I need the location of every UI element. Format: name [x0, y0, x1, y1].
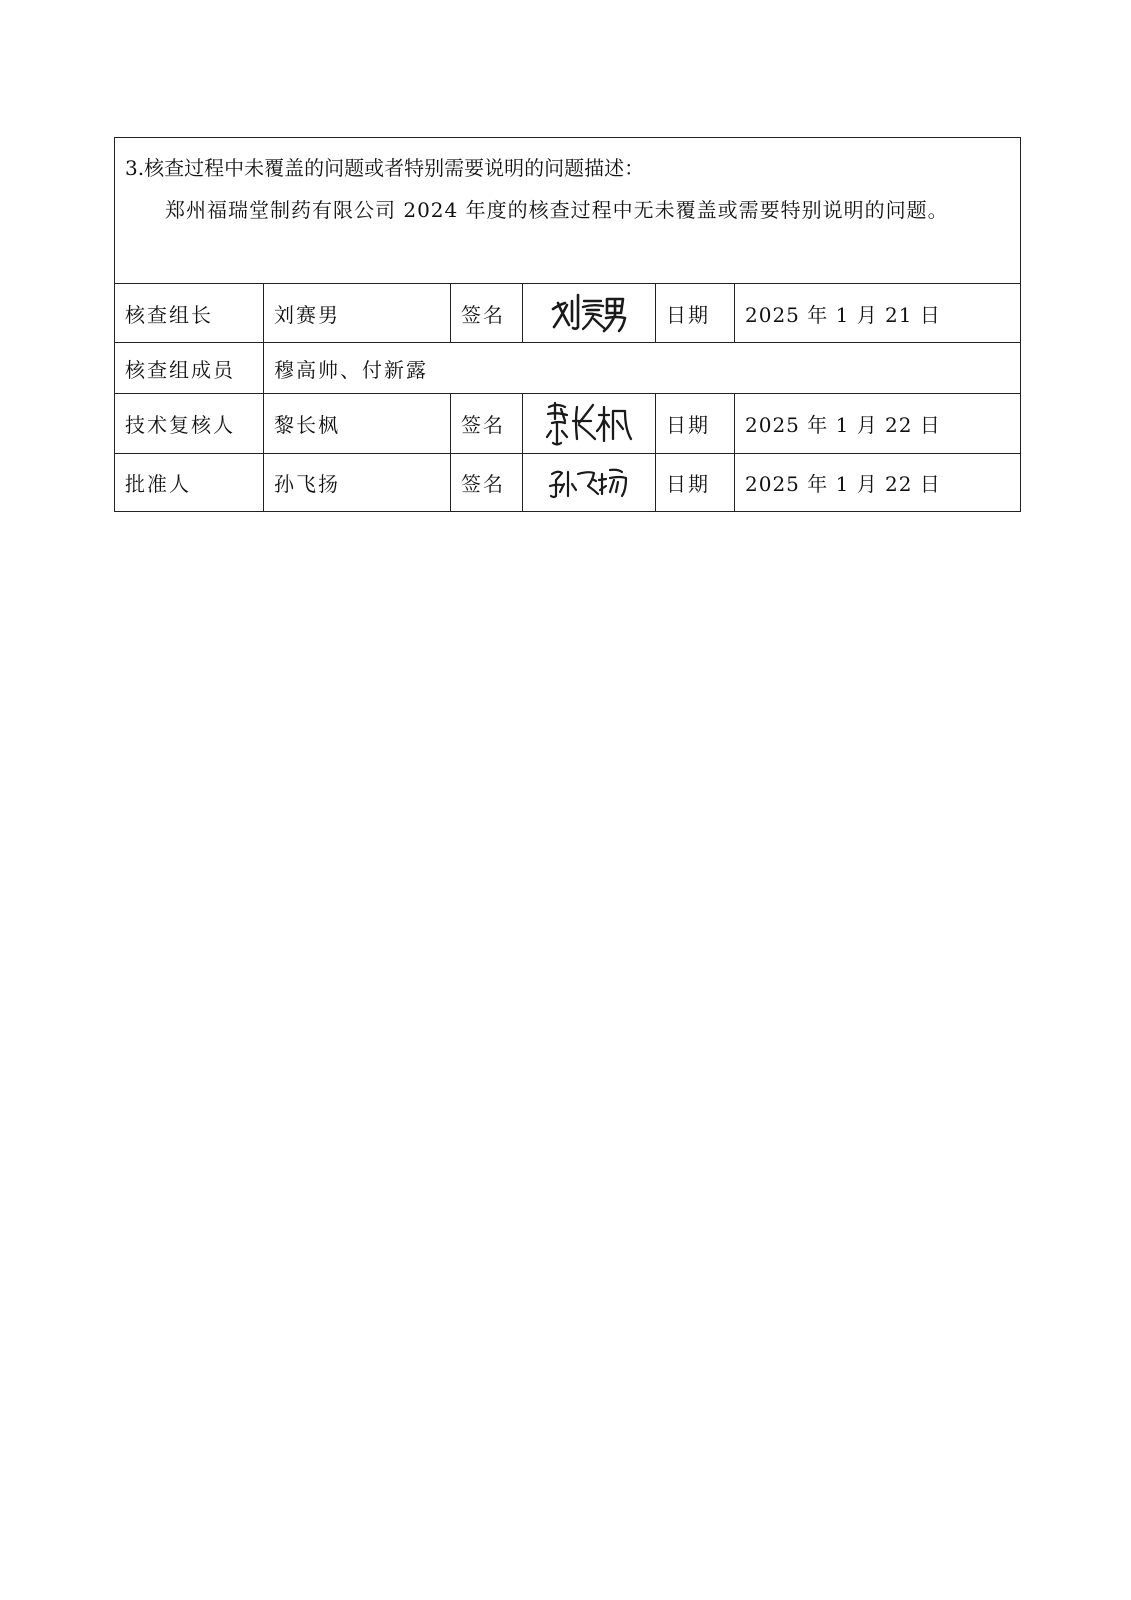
approver-signature-icon [548, 464, 630, 502]
approver-name: 孙飞扬 [264, 454, 451, 512]
leader-name: 刘赛男 [264, 284, 451, 343]
approver-row [115, 454, 1021, 512]
approver-signature-cell [523, 454, 656, 512]
leader-signature-cell [523, 284, 656, 343]
approver-date: 2025 年 1 月 22 日 [735, 454, 1021, 512]
leader-signature-icon [549, 291, 629, 335]
leader-sign-label: 签名 [451, 284, 523, 343]
members-names: 穆高帅、付新露 [264, 343, 1021, 394]
issue-description-body: 郑州福瑞堂制药有限公司 2024 年度的核查过程中无未覆盖或需要特别说明的问题。 [165, 198, 949, 222]
leader-role: 核查组长 [115, 284, 264, 343]
reviewer-signature-icon [543, 399, 635, 449]
verification-signoff-table [114, 137, 1021, 512]
leader-date: 2025 年 1 月 21 日 [735, 284, 1021, 343]
issue-description-heading: 3.核查过程中未覆盖的问题或者特别需要说明的问题描述： [125, 156, 645, 180]
reviewer-role: 技术复核人 [115, 394, 264, 454]
reviewer-name: 黎长枫 [264, 394, 451, 454]
reviewer-row [115, 394, 1021, 454]
members-row [115, 343, 1021, 394]
approver-sign-label: 签名 [451, 454, 523, 512]
reviewer-date: 2025 年 1 月 22 日 [735, 394, 1021, 454]
approver-role: 批准人 [115, 454, 264, 512]
leader-row [115, 284, 1021, 343]
approver-date-label: 日期 [656, 454, 735, 512]
members-role: 核查组成员 [115, 343, 264, 394]
reviewer-sign-label: 签名 [451, 394, 523, 454]
reviewer-date-label: 日期 [656, 394, 735, 454]
leader-date-label: 日期 [656, 284, 735, 343]
issue-description-cell [115, 138, 1021, 284]
reviewer-signature-cell [523, 394, 656, 454]
